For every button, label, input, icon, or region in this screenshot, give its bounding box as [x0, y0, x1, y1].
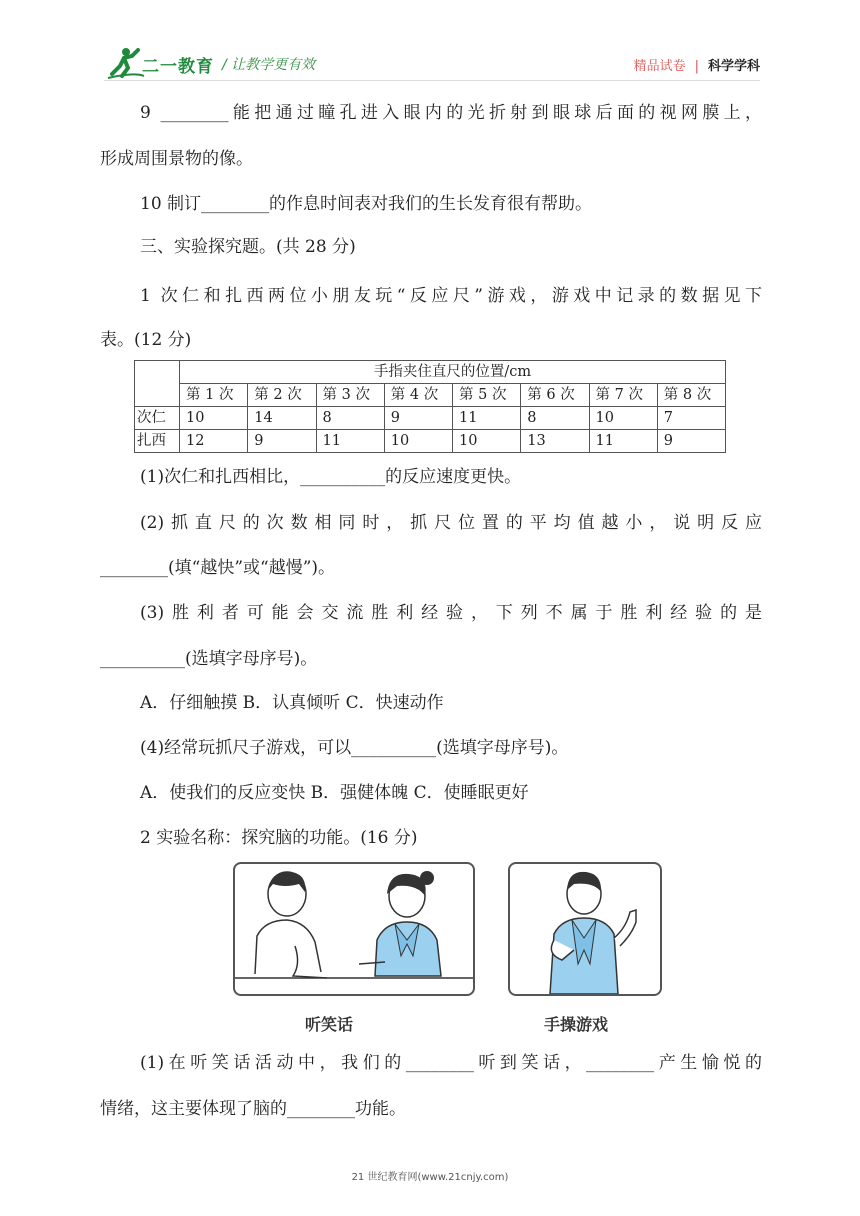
experiment-1-line-2: 表。(12 分): [100, 330, 192, 350]
column-header: 第 5 次: [453, 384, 521, 407]
column-header: 第 4 次: [384, 384, 452, 407]
table-cell: 11: [316, 430, 384, 453]
header-slogan: / 让教学更有效: [222, 57, 316, 73]
table-cell: 8: [521, 407, 589, 430]
experiment-1-question-2-line-1: (2)抓直尺的次数相同时，抓尺位置的平均值越小，说明反应: [140, 513, 762, 533]
experiment-1-question-3-line-1: (3)胜利者可能会交流胜利经验，下列不属于胜利经验的是: [140, 603, 762, 623]
table-cell: 12: [180, 430, 248, 453]
header-subject: [634, 55, 760, 74]
two-students-talking-icon: [235, 864, 473, 994]
table-row: [135, 430, 726, 453]
table-cell: 13: [521, 430, 589, 453]
experiment-1-question-4: (4)经常玩抓尺子游戏，可以__________(选填字母序号)。: [140, 738, 569, 758]
table-cell: 9: [384, 407, 452, 430]
experiment-2-question-1-line-2: 情绪，这主要体现了脑的________功能。: [100, 1099, 406, 1119]
table-corner-cell: [135, 361, 180, 407]
caption-hand-exercise: 手操游戏: [544, 1015, 609, 1034]
column-header: 第 2 次: [248, 384, 316, 407]
column-header: 第 3 次: [316, 384, 384, 407]
experiment-1-question-3-line-2: __________(选填字母序号)。: [100, 649, 318, 669]
caption-listening-joke: 听笑话: [305, 1015, 354, 1034]
row-name: 扎西: [135, 430, 180, 453]
column-header: 第 7 次: [589, 384, 657, 407]
header-label-premium: 精品试卷: [633, 59, 686, 74]
question-9-line-1: 9 ________能把通过瞳孔进入眼内的光折射到眼球后面的视网膜上，: [140, 103, 762, 123]
figure-listening-joke: [233, 862, 475, 996]
experiment-1-question-2-line-2: ________(填“越快”或“越慢”)。: [100, 558, 336, 578]
header-separator: |: [694, 59, 699, 74]
table-cell: 10: [384, 430, 452, 453]
column-header: 第 1 次: [180, 384, 248, 407]
table-row: [135, 407, 726, 430]
question-10: 10 制订________的作息时间表对我们的生长发育很有帮助。: [140, 194, 593, 214]
experiment-1-question-3-options: A．仔细触摸 B．认真倾听 C．快速动作: [140, 693, 444, 713]
table-column-headers: [135, 384, 726, 407]
header-label-subject: 科学学科: [707, 59, 760, 74]
question-9-line-2: 形成周围景物的像。: [100, 149, 253, 169]
table-span-header: 手指夹住直尺的位置/cm: [180, 361, 726, 384]
experiment-1-question-4-options: A．使我们的反应变快 B．强健体魄 C．使睡眠更好: [140, 783, 529, 803]
table-cell: 7: [657, 407, 725, 430]
header-divider: [104, 80, 760, 81]
page-footer: 21 世纪教育网(www.21cnjy.com): [351, 1172, 509, 1183]
table-cell: 9: [657, 430, 725, 453]
figure-hand-exercise: [508, 862, 662, 996]
reaction-ruler-table: [134, 360, 726, 453]
logo-text: 二一教育: [142, 57, 214, 77]
section-3-heading: 三、实验探究题。(共 28 分): [140, 237, 356, 257]
table-cell: 8: [316, 407, 384, 430]
student-hand-game-icon: [510, 864, 660, 994]
row-name: 次仁: [135, 407, 180, 430]
experiment-1-line-1: 1 次仁和扎西两位小朋友玩“反应尺”游戏，游戏中记录的数据见下: [140, 286, 762, 306]
table-cell: 10: [453, 430, 521, 453]
experiment-1-question-1: (1)次仁和扎西相比，__________的反应速度更快。: [140, 467, 522, 487]
table-cell: 10: [589, 407, 657, 430]
experiment-2-question-1-line-1: (1)在听笑话活动中，我们的________听到笑话，________产生愉悦的: [140, 1053, 762, 1073]
experiment-2-title: 2 实验名称：探究脑的功能。(16 分): [140, 828, 418, 848]
table-cell: 10: [180, 407, 248, 430]
column-header: 第 6 次: [521, 384, 589, 407]
table-cell: 11: [589, 430, 657, 453]
table-cell: 9: [248, 430, 316, 453]
page-header: [0, 0, 860, 86]
table-cell: 11: [453, 407, 521, 430]
table-cell: 14: [248, 407, 316, 430]
column-header: 第 8 次: [657, 384, 725, 407]
